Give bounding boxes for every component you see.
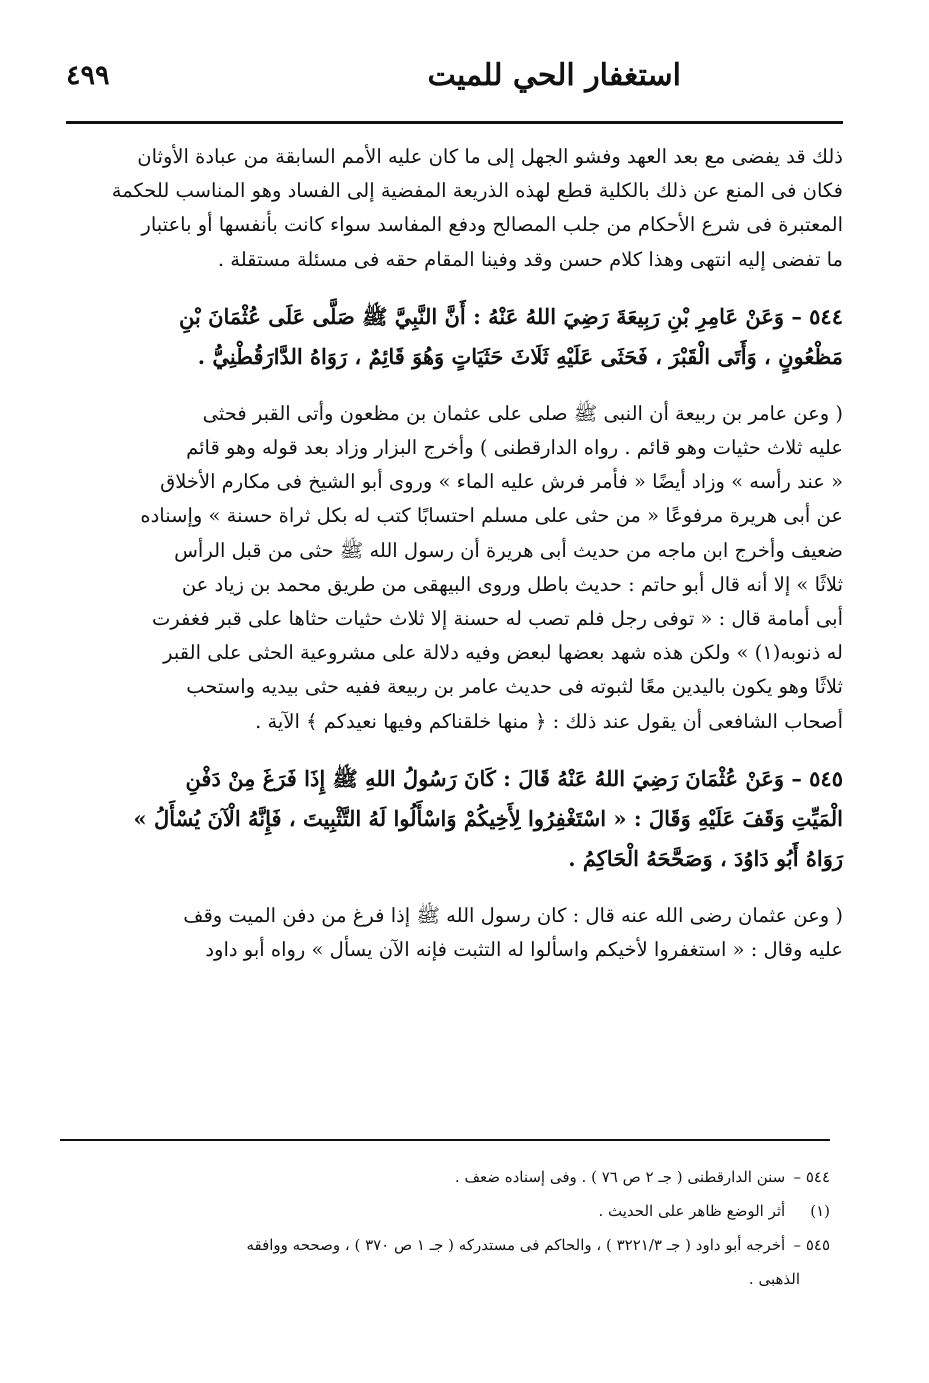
footnote [60, 1228, 830, 1262]
text-line: ذلك قد يفضى مع بعد العهد وفشو الجهل إلى ما كان عليه الأمم السابقة من عبادة الأوثان [137, 145, 843, 168]
footnote-text: أثر الوضع ظاهر على الحديث . [598, 1202, 786, 1220]
commentary-545 [66, 899, 843, 967]
hadith-line: الْمَيِّتِ وَقَفَ عَلَيْهِ وَقَالَ : « اسْتَغْفِرُوا لِأَخِيكُمْ وَاسْأَلُوا لَهُ التَّثْبِيتَ ، فَإِنَّهُ الْآنَ يُسْأَلُ » [133, 805, 843, 831]
text-line: فكان فى المنع عن ذلك بالكلية قطع لهذه الذريعة المفضية إلى الفساد وهو المناسب للحكمة [111, 179, 843, 203]
hadith-line: ٥٤٤ – وَعَنْ عَامِرِ بْنِ رَبِيعَةَ رَضِيَ اللهُ عَنْهُ : أَنَّ النَّبِيَّ ﷺ صَلَّى عَلَى عُثْمَانَ بْنِ [178, 303, 843, 329]
text-line: ما تفضى إليه انتهى وهذا كلام حسن وقد وفينا المقام حقه فى مسئلة مستقلة . [217, 247, 843, 271]
hadith-line: رَوَاهُ أَبُو دَاوُدَ ، وَصَحَّحَهُ الْحَاكِمُ . [568, 845, 843, 871]
text-line: له ذنوبه(١) » ولكن هذه شهد بعضها لبعض وفيه دلالة على مشروعية الحثى على القبر [163, 641, 843, 665]
main-text [66, 140, 843, 967]
running-title: استغفار الحي للميت [427, 58, 681, 93]
footnote [60, 1194, 830, 1228]
commentary-intro [66, 140, 843, 277]
page-number: ٤٩٩ [66, 60, 110, 91]
footnote [60, 1160, 830, 1194]
footnote-text: الذهبى . [748, 1270, 800, 1288]
text-line: ( وعن عامر بن ربيعة أن النبى ﷺ صلى على عثمان بن مظعون وأتى القبر فحثى [202, 401, 843, 425]
text-line: أبى أمامة قال : « توفى رجل فلم تصب له حسنة إلا ثلاث حثيات حثاها على قبر فغفرت [151, 607, 843, 631]
hadith-544 [66, 297, 843, 377]
text-line: المعتبرة فى شرع الأحكام من جلب المصالح ودفع المفاسد سواء كانت بأنفسها أو باعتبار [141, 213, 843, 237]
text-line: عن أبى هريرة مرفوعًا « من حثى على مسلم احتسابًا كتب له بكل ثراة حسنة » وإسناده [140, 504, 843, 528]
footnotes [60, 1160, 830, 1296]
text-line: « عند رأسه » وزاد أيضًا « فأمر فرش عليه الماء » وروى أبو الشيخ فى مكارم الأخلاق [160, 470, 843, 494]
footnote-text: أخرجه أبو داود ( جـ ٣٢٢١/٣ ) ، والحاكم فى مستدركه ( جـ ١ ص ٣٧٠ ) ، وصححه ووافقه [246, 1236, 786, 1254]
page-header [66, 58, 831, 108]
text-line: ثلاثًا وهو يكون باليدين معًا لثبوته فى حديث عامر بن ربيعة ففيه حثى بيديه واستحب [186, 675, 843, 699]
text-line: أصحاب الشافعى أن يقول عند ذلك : ﴿ منها خلقناكم وفيها نعيدكم ﴾ الآية . [255, 709, 843, 733]
footnote-text: سنن الدارقطنى ( جـ ٢ ص ٧٦ ) . وفى إسناده ضعف . [454, 1168, 786, 1186]
hadith-line: ٥٤٥ – وَعَنْ عُثْمَانَ رَضِيَ اللهُ عَنْهُ قَالَ : كَانَ رَسُولُ اللهِ ﷺ إِذَا فَرَغَ مِنْ دَفْنِ [185, 765, 843, 791]
commentary-544 [66, 397, 843, 739]
text-line: ( وعن عثمان رضى الله عنه قال : كان رسول الله ﷺ إذا فرغ من دفن الميت وقف [183, 903, 843, 927]
header-rule [66, 121, 843, 124]
text-line: ضعيف وأخرج ابن ماجه من حديث أبى هريرة أن رسول الله ﷺ حثى من قبل الرأس [174, 538, 843, 562]
hadith-line: مَظْعُونٍ ، وَأَتَى الْقَبْرَ ، فَحَثَى عَلَيْهِ ثَلَاثَ حَثَيَاتٍ وَهُوَ قَائِمٌ ، رَوَاهُ الدَّارَقُطْنِيُّ . [197, 343, 843, 369]
footnote-marker: ٥٤٤ – [793, 1168, 830, 1186]
footnote-marker: ٥٤٥ – [793, 1236, 830, 1254]
footnote-marker: (١) [810, 1202, 830, 1220]
text-line: عليه وقال : « استغفروا لأخيكم واسألوا له التثبت فإنه الآن يسأل » رواه أبو داود [205, 938, 843, 962]
footnote-continuation [60, 1262, 830, 1296]
text-line: عليه ثلاث حثيات وهو قائم . رواه الدارقطنى ) وأخرج البزار وزاد بعد قوله وهو قائم [186, 436, 843, 460]
text-line: ثلاثًا » إلا أنه قال أبو حاتم : حديث باطل وروى البيهقى من طريق محمد بن زياد عن [181, 572, 843, 596]
footnote-rule [60, 1139, 830, 1141]
hadith-545 [66, 759, 843, 879]
